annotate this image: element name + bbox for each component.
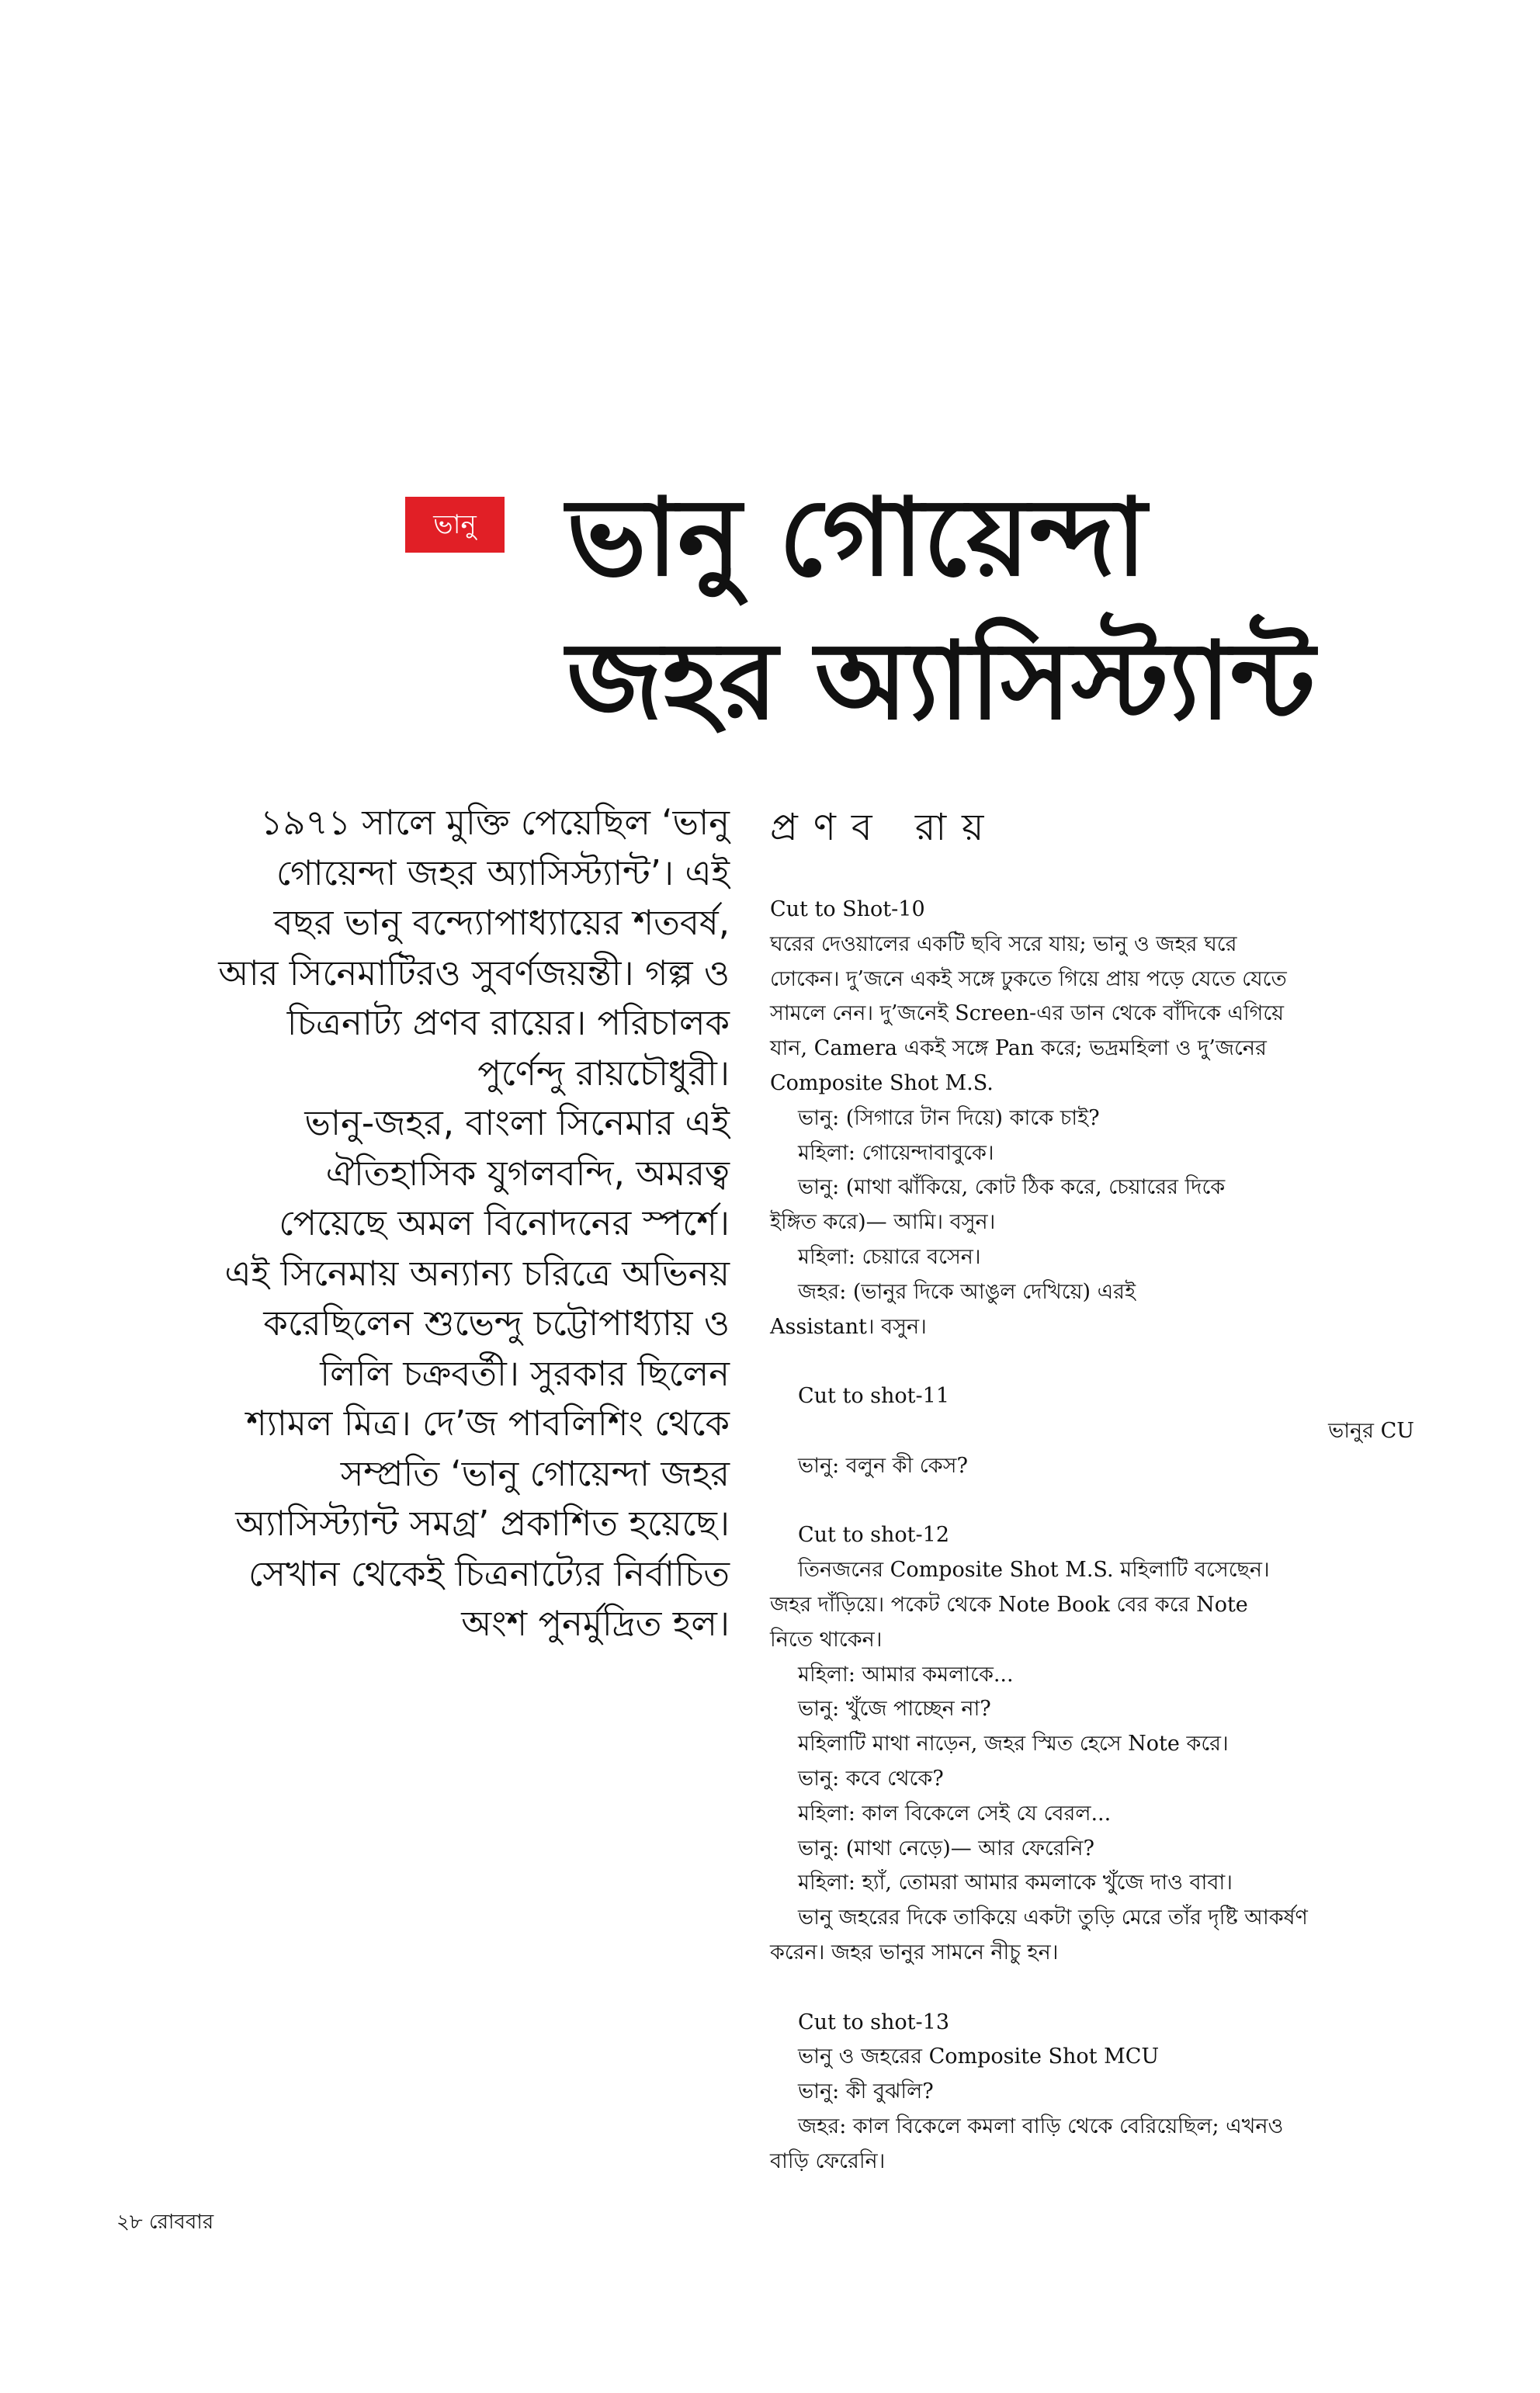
script-line: Cut to shot-11: [798, 1384, 949, 1409]
intro-line: চিত্রনাট্য প্রণব রায়ের। পরিচালক: [286, 1002, 730, 1043]
script-line: ভানু: (সিগারে টান দিয়ে) কাকে চাই?: [798, 1105, 1100, 1130]
intro-line: গোয়েন্দা জহর অ্যাসিস্ট্যান্ট’। এই: [276, 851, 730, 893]
script-line: Cut to shot-12: [798, 1523, 949, 1548]
script-line: ভানু ও জহরের Composite Shot MCU: [798, 2044, 1160, 2069]
script-line: ঘরের দেওয়ালের একটি ছবি সরে যায়; ভানু ও জহর ঘরে: [770, 931, 1237, 956]
script-spacer: [770, 1484, 1414, 1519]
script-spacer: [770, 1971, 1414, 2006]
intro-line: সেখান থেকেই চিত্রনাট্যের নির্বাচিত: [248, 1552, 730, 1594]
intro-line: পেয়েছে অমল বিনোদনের স্পর্শে।: [279, 1202, 730, 1243]
intro-line: ঐতিহাসিক যুগলবন্দি, অমরত্ব: [325, 1152, 730, 1194]
script-line: মহিলা: কাল বিকেলে সেই যে বেরল...: [798, 1801, 1112, 1826]
intro-line: পুর্ণেন্দু রায়চৌধুরী।: [477, 1052, 730, 1094]
intro-line: অংশ পুনর্মুদ্রিত হল।: [461, 1603, 730, 1644]
headline-line-1: ভানু গোয়েন্দা: [567, 475, 1147, 600]
script-line: ইঙ্গিত করে)— আমি। বসুন।: [770, 1210, 996, 1235]
script-line: Cut to shot-13: [798, 2010, 949, 2034]
script-line: ভানু: খুঁজে পাচ্ছেন না?: [798, 1697, 991, 1722]
script-line: ভানু: কী বুঝলি?: [798, 2079, 934, 2104]
script-line: Cut to Shot-10: [770, 897, 925, 921]
script-line: মহিলা: গোয়েন্দাবাবুকে।: [798, 1140, 994, 1165]
script-line: যান, Camera একই সঙ্গে Pan করে; ভদ্রমহিলা ও দু’জনের: [770, 1036, 1267, 1061]
script-line: Assistant। বসুন।: [770, 1314, 927, 1339]
script-line: মহিলা: হ্যাঁ, তোমরা আমার কমলাকে খুঁজে দাও বাবা।: [798, 1871, 1233, 1895]
intro-line: সম্প্রতি ‘ভানু গোয়েন্দা জহর: [340, 1452, 730, 1494]
script-line: ভানুর CU: [1328, 1418, 1414, 1443]
script-line: করেন। জহর ভানুর সামনে নীচু হন।: [770, 1940, 1059, 1965]
script-line: Composite Shot M.S.: [770, 1070, 994, 1095]
intro-line: ভানু-জহর, বাংলা সিনেমার এই: [304, 1102, 730, 1143]
script-line: ঢোকেন। দু’জনে একই সঙ্গে ঢুকতে গিয়ে প্রায় পড়ে যেতে যেতে: [770, 966, 1287, 991]
intro-line: শ্যামল মিত্র। দে’জ পাবলিশিং থেকে: [246, 1403, 730, 1444]
intro-line: আর সিনেমাটিরও সুবর্ণজয়ন্তী। গল্প ও: [218, 952, 730, 994]
script-line: সামলে নেন। দু’জনেই Screen-এর ডান থেকে বাঁদিকে এগিয়ে: [770, 1001, 1285, 1026]
script-line: জহর: কাল বিকেলে কমলা বাড়ি থেকে বেরিয়েছিল; এখনও: [798, 2114, 1284, 2138]
script-line: জহর: (ভানুর দিকে আঙুল দেখিয়ে) এরই: [798, 1279, 1136, 1304]
script-line: মহিলাটি মাথা নাড়েন, জহর স্মিত হেসে Note করে।: [798, 1732, 1229, 1757]
headline-line-2: জহর অ্যাসিস্ট্যান্ট: [567, 619, 1315, 744]
intro-line: ১৯৭১ সালে মুক্তি পেয়েছিল ‘ভানু: [260, 802, 730, 843]
script-line: জহর দাঁড়িয়ে। পকেট থেকে Note Book বের করে Note: [770, 1592, 1248, 1617]
page-folio: ২৮ রোববার: [116, 2211, 214, 2234]
intro-line: এই সিনেমায় অন্যান্য চরিত্রে অভিনয়: [224, 1252, 730, 1294]
script-line: ভানু: (মাথা নেড়ে)— আর ফেরেনি?: [798, 1836, 1094, 1861]
screenplay-excerpt: [770, 893, 1414, 2179]
intro-paragraph: [116, 798, 730, 1649]
script-spacer: [770, 1344, 1414, 1379]
script-line: মহিলা: চেয়ারে বসেন।: [798, 1244, 981, 1269]
script-line: ভানু জহরের দিকে তাকিয়ে একটা তুড়ি মেরে তাঁর দৃষ্টি আকর্ষণ: [798, 1906, 1308, 1930]
script-line: মহিলা: আমার কমলাকে...: [798, 1662, 1014, 1687]
script-line: তিনজনের Composite Shot M.S. মহিলাটি বসেছেন।: [798, 1558, 1270, 1583]
byline: প্রণব রায়: [770, 806, 1000, 849]
intro-line: বছর ভানু বন্দ্যোপাধ্যায়ের শতবর্ষ,: [273, 902, 730, 943]
intro-line: অ্যাসিস্ট্যান্ট সমগ্র’ প্রকাশিত হয়েছে।: [235, 1503, 730, 1544]
script-line: ভানু: বলুন কী কেস?: [798, 1453, 968, 1478]
intro-line: করেছিলেন শুভেন্দু চট্টোপাধ্যায় ও: [263, 1302, 730, 1344]
script-line: ভানু: কবে থেকে?: [798, 1766, 944, 1791]
script-line: নিতে থাকেন।: [770, 1627, 883, 1652]
script-line: বাড়ি ফেরেনি।: [770, 2148, 886, 2173]
script-line: ভানু: (মাথা ঝাঁকিয়ে, কোট ঠিক করে, চেয়ারের দিকে: [798, 1175, 1226, 1200]
intro-line: লিলি চক্রবর্তী। সুরকার ছিলেন: [320, 1352, 730, 1394]
headline: [567, 466, 1514, 753]
section-tag: ভানু: [405, 497, 505, 553]
